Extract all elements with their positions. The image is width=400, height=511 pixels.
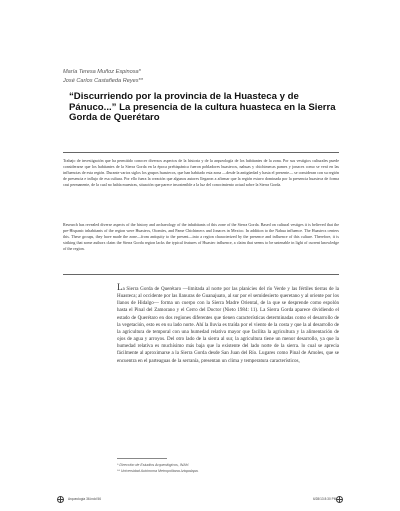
slug-timestamp: 6/28/13 8:30 PM	[313, 497, 337, 501]
body-text: a Sierra Gorda de Querétaro —limitada al norte por las planicies del río Verde y las fértiles tierras de la Huasteca; al occidente por las llanuras de Guanajuato, al sur por el semidesierto queretano y al oriente por los llanos de Hidalgo— forma un cuerpo con la Sierra Madre Oriental, de la que se desprende como espolón hasta el Pinal del Zamorano y el Cerro del Doctor (Nieto 1984: 11). La Sierra Gorda aparece dividiendo el estado de Querétaro en dos regiones diferentes que tienen características determinadas como el desarrollo de la vegetación, esto es en su lado norte. Ahí la lluvia es traída por el viento de la costa y que la al desarrollo de la agricultura de temporal con una humedad relativa mayor que facilita la agricultura y la alimentación de ojos de agua y arroyos. Del otro lado de la sierra al sur, la agricultura tiene un menor desarrollo, ya que la humedad relativa es muchísimo más baja que la existente del lado norte de la sierra. lo cual se aprecia fácilmente al aproximarse a la Sierra Gorda desde San Juan del Río. Lugares como Pinal de Amoles, que se encuentra en el parteaguas de la serranía, presentan un clima y temperatura característicos,	[117, 286, 339, 364]
author-name: José Carlos Castañeda Reyes**	[63, 77, 143, 84]
print-slug	[0, 497, 400, 507]
article-title: “Discurriendo por la provincia de la Huasteca y de Pánuco...” La presencia de la cultura huasteca en la Sierra Gorda de Querétaro	[69, 91, 336, 124]
abstract-top-rule	[63, 152, 339, 153]
registration-mark-icon	[57, 496, 64, 503]
slug-file-name: Arqueología 36.indd 56	[68, 497, 101, 501]
drop-cap: L	[117, 282, 123, 292]
abstract-spanish: Trabajo de investigación que ha permitido conocer diversos aspectos de la historia y de la arqueología de los habitantes de la zona. Por sus vestigios culturales puede considerarse que los habitantes de la Sierra Gorda en la época prehispánica fueron pobladores huastecos, nahuas y chichimecas pames y jonaces como se verá en las influencias de esta región. Durante varios siglos los grupos huastecos, que han habitado esta zona —desde la antigüedad y hasta el presente— se consideran con su región de presencia e influjo de esa cultura. Por ello fuera la creación que algunos autores llegaron a afirmar que la región estuvo dominada por la presencia huasteca de forma casi permanente, de la cual no había muestras, situación que parece insostenible a la luz del conocimiento actual sobre la Sierra Gorda.	[63, 158, 339, 187]
footnote-rule	[117, 458, 167, 459]
body-paragraph	[117, 284, 339, 365]
footnote: ** Universidad Autónoma Metropolitana-Iztapalapa.	[117, 469, 199, 473]
footnotes	[117, 462, 199, 474]
footnote: * Dirección de Estudios Arqueológicos, INAH.	[117, 463, 190, 467]
abstract-bottom-rule	[63, 274, 339, 275]
author-name: María Teresa Muñoz Espinosa*	[63, 69, 141, 75]
author-list	[63, 68, 143, 85]
registration-mark-icon	[336, 496, 343, 503]
abstract-english: Research has revealed diverse aspects of the history and archaeology of the inhabitants of this zone of the Sierra Gorda. Based on cultural vestiges it is believed that the pre-Hispanic inhabitants of the region were Huastecs, Otomíes, and Pame Chichimecs and Jonaces in Mexico. In addition to the Nahua influence. The Huastecs centers this. These groups, they have made the zone—from antiquity to the present—into a region characterized by the presence and influence of this culture. Therefore, it is striking that some authors claim the Sierra Gorda region lacks the typical features of Huastec influence, a claim that seems to be untenable in light of current knowledge of the region.	[63, 222, 339, 251]
